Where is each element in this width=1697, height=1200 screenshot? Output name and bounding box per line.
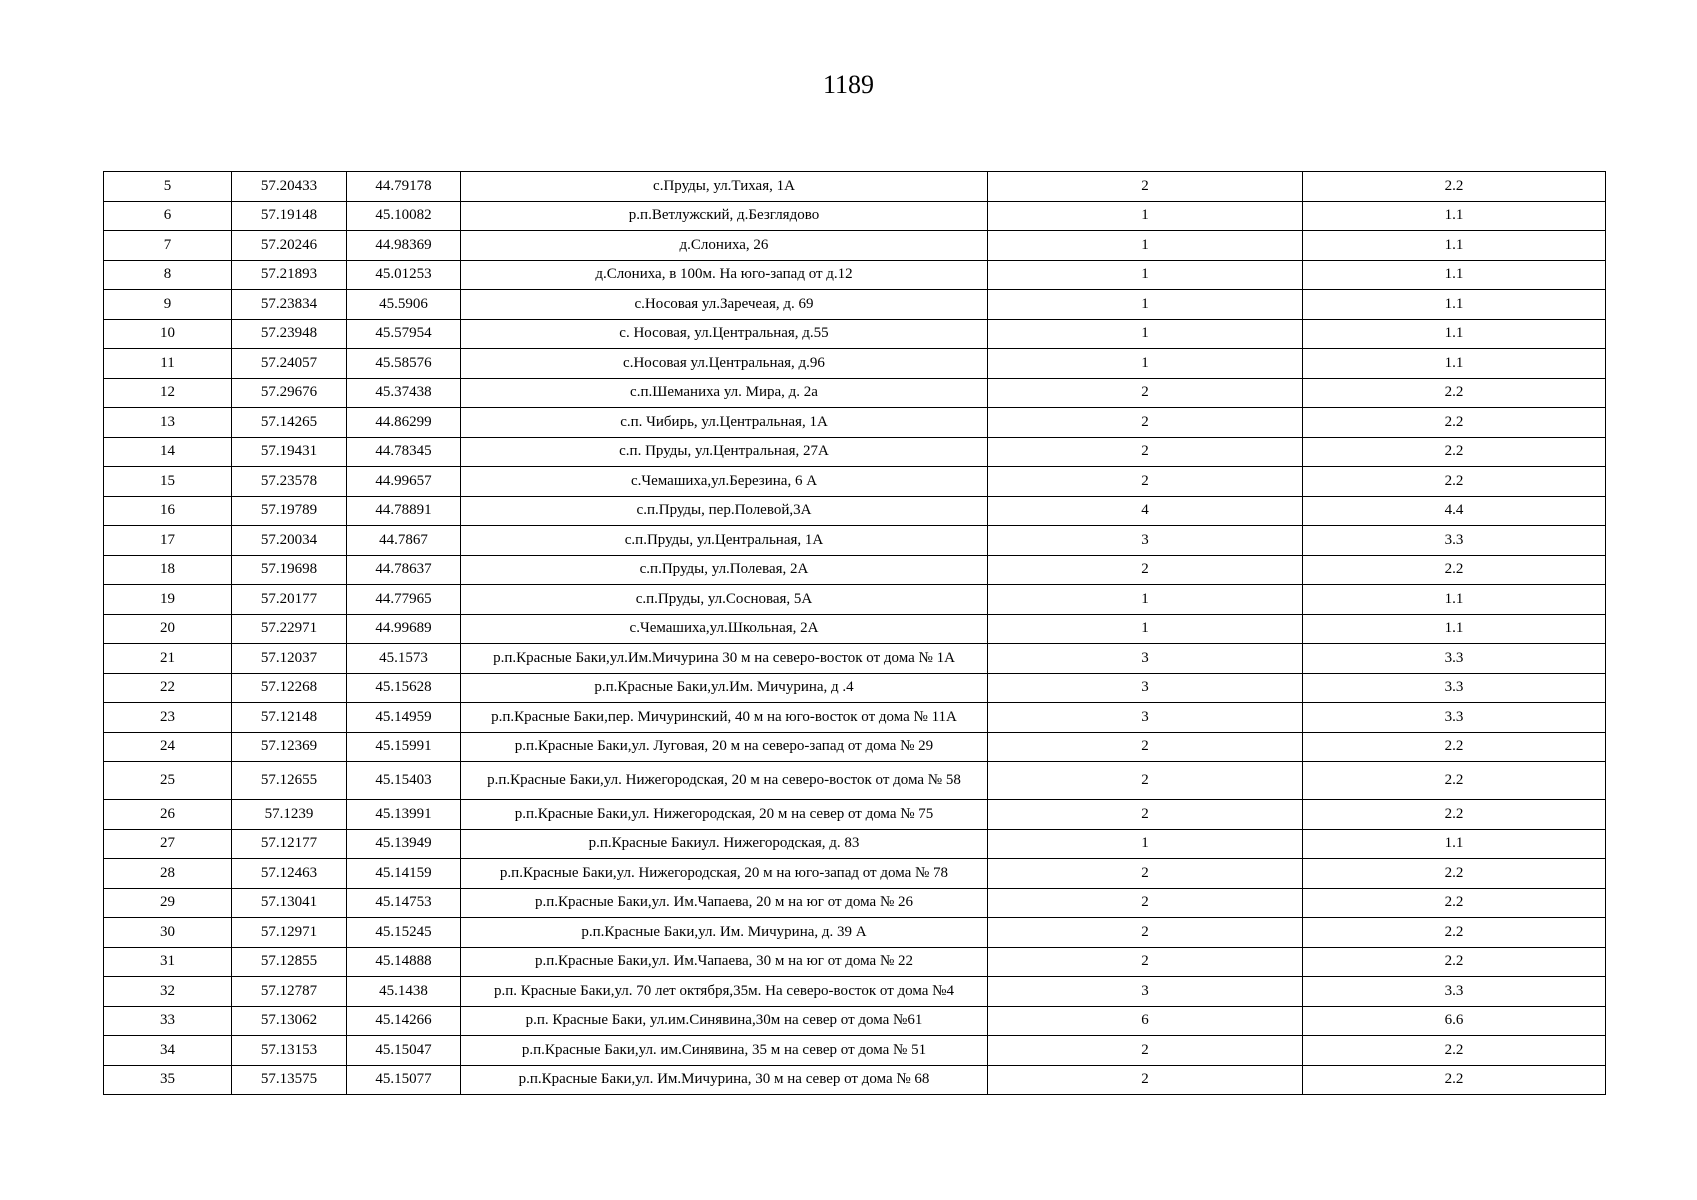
table-row bbox=[104, 762, 1606, 800]
longitude-cell: 45.14888 bbox=[347, 947, 461, 977]
latitude-cell: 57.23834 bbox=[232, 290, 347, 320]
count-cell: 3 bbox=[988, 644, 1303, 674]
longitude-cell: 45.14753 bbox=[347, 888, 461, 918]
count-cell: 2 bbox=[988, 408, 1303, 438]
latitude-cell: 57.12148 bbox=[232, 703, 347, 733]
address-cell: р.п.Красные Баки,ул. Им.Мичурина, 30 м на север от дома № 68 bbox=[461, 1065, 988, 1095]
latitude-cell: 57.20246 bbox=[232, 231, 347, 261]
volume-cell: 2.2 bbox=[1303, 732, 1606, 762]
table-row bbox=[104, 1036, 1606, 1066]
longitude-cell: 45.57954 bbox=[347, 319, 461, 349]
longitude-cell: 45.10082 bbox=[347, 201, 461, 231]
longitude-cell: 45.14959 bbox=[347, 703, 461, 733]
longitude-cell: 45.15047 bbox=[347, 1036, 461, 1066]
latitude-cell: 57.14265 bbox=[232, 408, 347, 438]
latitude-cell: 57.12655 bbox=[232, 762, 347, 800]
row-number-cell: 18 bbox=[104, 555, 232, 585]
longitude-cell: 44.99657 bbox=[347, 467, 461, 497]
table-row bbox=[104, 378, 1606, 408]
volume-cell: 1.1 bbox=[1303, 319, 1606, 349]
table-row bbox=[104, 829, 1606, 859]
latitude-cell: 57.23948 bbox=[232, 319, 347, 349]
page-number: 1189 bbox=[822, 70, 875, 99]
longitude-cell: 45.15628 bbox=[347, 673, 461, 703]
address-cell: с.Носовая ул.Заречеая, д. 69 bbox=[461, 290, 988, 320]
row-number-cell: 23 bbox=[104, 703, 232, 733]
table-row bbox=[104, 585, 1606, 615]
address-cell: с.Чемашиха,ул.Березина, 6 А bbox=[461, 467, 988, 497]
count-cell: 1 bbox=[988, 319, 1303, 349]
longitude-cell: 45.58576 bbox=[347, 349, 461, 379]
address-cell: с. Носовая, ул.Центральная, д.55 bbox=[461, 319, 988, 349]
volume-cell: 2.2 bbox=[1303, 800, 1606, 830]
volume-cell: 3.3 bbox=[1303, 673, 1606, 703]
count-cell: 4 bbox=[988, 496, 1303, 526]
count-cell: 2 bbox=[988, 555, 1303, 585]
row-number-cell: 24 bbox=[104, 732, 232, 762]
row-number-cell: 13 bbox=[104, 408, 232, 438]
volume-cell: 2.2 bbox=[1303, 918, 1606, 948]
table-row bbox=[104, 918, 1606, 948]
address-cell: д.Слониха, 26 bbox=[461, 231, 988, 261]
count-cell: 1 bbox=[988, 290, 1303, 320]
address-cell: р.п. Красные Баки,ул. 70 лет октября,35м. На северо-восток от дома №4 bbox=[461, 977, 988, 1007]
row-number-cell: 21 bbox=[104, 644, 232, 674]
table-row bbox=[104, 319, 1606, 349]
longitude-cell: 45.13949 bbox=[347, 829, 461, 859]
volume-cell: 1.1 bbox=[1303, 260, 1606, 290]
count-cell: 2 bbox=[988, 378, 1303, 408]
volume-cell: 4.4 bbox=[1303, 496, 1606, 526]
longitude-cell: 45.01253 bbox=[347, 260, 461, 290]
count-cell: 3 bbox=[988, 977, 1303, 1007]
count-cell: 2 bbox=[988, 1065, 1303, 1095]
latitude-cell: 57.22971 bbox=[232, 614, 347, 644]
address-cell: с.Чемашиха,ул.Школьная, 2А bbox=[461, 614, 988, 644]
table-row bbox=[104, 437, 1606, 467]
longitude-cell: 44.77965 bbox=[347, 585, 461, 615]
latitude-cell: 57.12268 bbox=[232, 673, 347, 703]
row-number-cell: 16 bbox=[104, 496, 232, 526]
longitude-cell: 44.78345 bbox=[347, 437, 461, 467]
volume-cell: 2.2 bbox=[1303, 859, 1606, 889]
table-row bbox=[104, 496, 1606, 526]
volume-cell: 2.2 bbox=[1303, 172, 1606, 202]
count-cell: 2 bbox=[988, 467, 1303, 497]
count-cell: 2 bbox=[988, 172, 1303, 202]
row-number-cell: 19 bbox=[104, 585, 232, 615]
table-row bbox=[104, 201, 1606, 231]
address-cell: с.п. Пруды, ул.Центральная, 27А bbox=[461, 437, 988, 467]
longitude-cell: 44.79178 bbox=[347, 172, 461, 202]
row-number-cell: 8 bbox=[104, 260, 232, 290]
address-cell: р.п. Красные Баки, ул.им.Синявина,30м на север от дома №61 bbox=[461, 1006, 988, 1036]
volume-cell: 1.1 bbox=[1303, 585, 1606, 615]
longitude-cell: 45.15991 bbox=[347, 732, 461, 762]
row-number-cell: 30 bbox=[104, 918, 232, 948]
table-row bbox=[104, 644, 1606, 674]
address-cell: р.п.Красные Баки,ул.Им. Мичурина, д .4 bbox=[461, 673, 988, 703]
address-cell: р.п.Красные Баки,ул.Им.Мичурина 30 м на северо-восток от дома № 1А bbox=[461, 644, 988, 674]
volume-cell: 2.2 bbox=[1303, 437, 1606, 467]
count-cell: 1 bbox=[988, 349, 1303, 379]
address-cell: с.п. Чибирь, ул.Центральная, 1А bbox=[461, 408, 988, 438]
row-number-cell: 32 bbox=[104, 977, 232, 1007]
volume-cell: 1.1 bbox=[1303, 201, 1606, 231]
count-cell: 2 bbox=[988, 947, 1303, 977]
longitude-cell: 44.99689 bbox=[347, 614, 461, 644]
latitude-cell: 57.12971 bbox=[232, 918, 347, 948]
address-cell: р.п.Ветлужский, д.Безглядово bbox=[461, 201, 988, 231]
volume-cell: 2.2 bbox=[1303, 1065, 1606, 1095]
latitude-cell: 57.20177 bbox=[232, 585, 347, 615]
latitude-cell: 57.13062 bbox=[232, 1006, 347, 1036]
longitude-cell: 45.15077 bbox=[347, 1065, 461, 1095]
address-cell: р.п.Красные Баки,ул. Им.Чапаева, 30 м на юг от дома № 22 bbox=[461, 947, 988, 977]
volume-cell: 2.2 bbox=[1303, 408, 1606, 438]
longitude-cell: 45.1438 bbox=[347, 977, 461, 1007]
latitude-cell: 57.12463 bbox=[232, 859, 347, 889]
row-number-cell: 11 bbox=[104, 349, 232, 379]
table-row bbox=[104, 703, 1606, 733]
row-number-cell: 27 bbox=[104, 829, 232, 859]
volume-cell: 2.2 bbox=[1303, 888, 1606, 918]
count-cell: 3 bbox=[988, 703, 1303, 733]
count-cell: 2 bbox=[988, 888, 1303, 918]
volume-cell: 1.1 bbox=[1303, 349, 1606, 379]
latitude-cell: 57.13153 bbox=[232, 1036, 347, 1066]
latitude-cell: 57.24057 bbox=[232, 349, 347, 379]
row-number-cell: 28 bbox=[104, 859, 232, 889]
row-number-cell: 31 bbox=[104, 947, 232, 977]
table-row bbox=[104, 349, 1606, 379]
latitude-cell: 57.20433 bbox=[232, 172, 347, 202]
count-cell: 2 bbox=[988, 800, 1303, 830]
longitude-cell: 45.15403 bbox=[347, 762, 461, 800]
latitude-cell: 57.29676 bbox=[232, 378, 347, 408]
address-cell: д.Слониха, в 100м. На юго-запад от д.12 bbox=[461, 260, 988, 290]
count-cell: 2 bbox=[988, 1036, 1303, 1066]
count-cell: 1 bbox=[988, 260, 1303, 290]
count-cell: 1 bbox=[988, 201, 1303, 231]
address-cell: с.п.Пруды, ул.Сосновая, 5А bbox=[461, 585, 988, 615]
longitude-cell: 44.78891 bbox=[347, 496, 461, 526]
count-cell: 2 bbox=[988, 918, 1303, 948]
row-number-cell: 12 bbox=[104, 378, 232, 408]
table-row bbox=[104, 555, 1606, 585]
address-cell: р.п.Красные Баки,ул. Нижегородская, 20 м на север от дома № 75 bbox=[461, 800, 988, 830]
volume-cell: 2.2 bbox=[1303, 1036, 1606, 1066]
latitude-cell: 57.12369 bbox=[232, 732, 347, 762]
longitude-cell: 45.1573 bbox=[347, 644, 461, 674]
longitude-cell: 44.98369 bbox=[347, 231, 461, 261]
table-row bbox=[104, 408, 1606, 438]
row-number-cell: 35 bbox=[104, 1065, 232, 1095]
table-row bbox=[104, 231, 1606, 261]
row-number-cell: 10 bbox=[104, 319, 232, 349]
row-number-cell: 22 bbox=[104, 673, 232, 703]
count-cell: 1 bbox=[988, 829, 1303, 859]
row-number-cell: 15 bbox=[104, 467, 232, 497]
longitude-cell: 45.14266 bbox=[347, 1006, 461, 1036]
row-number-cell: 7 bbox=[104, 231, 232, 261]
longitude-cell: 45.5906 bbox=[347, 290, 461, 320]
address-cell: с.Пруды, ул.Тихая, 1А bbox=[461, 172, 988, 202]
count-cell: 2 bbox=[988, 762, 1303, 800]
count-cell: 2 bbox=[988, 732, 1303, 762]
latitude-cell: 57.21893 bbox=[232, 260, 347, 290]
latitude-cell: 57.1239 bbox=[232, 800, 347, 830]
address-cell: р.п.Красные Баки,ул. Нижегородская, 20 м на юго-запад от дома № 78 bbox=[461, 859, 988, 889]
address-cell: р.п.Красные Бакиул. Нижегородская, д. 83 bbox=[461, 829, 988, 859]
address-cell: р.п.Красные Баки,ул. Нижегородская, 20 м на северо-восток от дома № 58 bbox=[461, 762, 988, 800]
address-cell: р.п.Красные Баки,ул. Им. Мичурина, д. 39 А bbox=[461, 918, 988, 948]
volume-cell: 6.6 bbox=[1303, 1006, 1606, 1036]
count-cell: 1 bbox=[988, 614, 1303, 644]
volume-cell: 3.3 bbox=[1303, 526, 1606, 556]
address-cell: с.п.Пруды, пер.Полевой,3А bbox=[461, 496, 988, 526]
row-number-cell: 9 bbox=[104, 290, 232, 320]
row-number-cell: 26 bbox=[104, 800, 232, 830]
longitude-cell: 45.37438 bbox=[347, 378, 461, 408]
latitude-cell: 57.19148 bbox=[232, 201, 347, 231]
table-row bbox=[104, 290, 1606, 320]
count-cell: 2 bbox=[988, 437, 1303, 467]
volume-cell: 1.1 bbox=[1303, 614, 1606, 644]
row-number-cell: 5 bbox=[104, 172, 232, 202]
volume-cell: 2.2 bbox=[1303, 378, 1606, 408]
table-row bbox=[104, 1006, 1606, 1036]
coordinates-table bbox=[103, 171, 1606, 1095]
row-number-cell: 14 bbox=[104, 437, 232, 467]
volume-cell: 3.3 bbox=[1303, 703, 1606, 733]
count-cell: 3 bbox=[988, 526, 1303, 556]
latitude-cell: 57.19431 bbox=[232, 437, 347, 467]
table-row bbox=[104, 614, 1606, 644]
longitude-cell: 45.13991 bbox=[347, 800, 461, 830]
table-row bbox=[104, 172, 1606, 202]
volume-cell: 2.2 bbox=[1303, 555, 1606, 585]
address-cell: р.п.Красные Баки,пер. Мичуринский, 40 м на юго-восток от дома № 11А bbox=[461, 703, 988, 733]
address-cell: с.п.Шеманиха ул. Мира, д. 2а bbox=[461, 378, 988, 408]
table-row bbox=[104, 888, 1606, 918]
table-body bbox=[104, 172, 1606, 1095]
count-cell: 6 bbox=[988, 1006, 1303, 1036]
row-number-cell: 17 bbox=[104, 526, 232, 556]
longitude-cell: 44.78637 bbox=[347, 555, 461, 585]
row-number-cell: 33 bbox=[104, 1006, 232, 1036]
latitude-cell: 57.12037 bbox=[232, 644, 347, 674]
latitude-cell: 57.23578 bbox=[232, 467, 347, 497]
longitude-cell: 44.7867 bbox=[347, 526, 461, 556]
table-row bbox=[104, 800, 1606, 830]
volume-cell: 2.2 bbox=[1303, 947, 1606, 977]
volume-cell: 1.1 bbox=[1303, 231, 1606, 261]
address-cell: с.п.Пруды, ул.Полевая, 2А bbox=[461, 555, 988, 585]
address-cell: р.п.Красные Баки,ул. им.Синявина, 35 м на север от дома № 51 bbox=[461, 1036, 988, 1066]
latitude-cell: 57.12855 bbox=[232, 947, 347, 977]
table-row bbox=[104, 859, 1606, 889]
table-row bbox=[104, 1065, 1606, 1095]
latitude-cell: 57.12177 bbox=[232, 829, 347, 859]
count-cell: 1 bbox=[988, 585, 1303, 615]
volume-cell: 1.1 bbox=[1303, 829, 1606, 859]
table-row bbox=[104, 467, 1606, 497]
longitude-cell: 45.14159 bbox=[347, 859, 461, 889]
table-row bbox=[104, 526, 1606, 556]
latitude-cell: 57.13041 bbox=[232, 888, 347, 918]
address-cell: р.п.Красные Баки,ул. Луговая, 20 м на северо-запад от дома № 29 bbox=[461, 732, 988, 762]
row-number-cell: 29 bbox=[104, 888, 232, 918]
latitude-cell: 57.19698 bbox=[232, 555, 347, 585]
table-row bbox=[104, 947, 1606, 977]
latitude-cell: 57.19789 bbox=[232, 496, 347, 526]
address-cell: с.п.Пруды, ул.Центральная, 1А bbox=[461, 526, 988, 556]
row-number-cell: 20 bbox=[104, 614, 232, 644]
longitude-cell: 44.86299 bbox=[347, 408, 461, 438]
latitude-cell: 57.12787 bbox=[232, 977, 347, 1007]
table-row bbox=[104, 673, 1606, 703]
address-cell: с.Носовая ул.Центральная, д.96 bbox=[461, 349, 988, 379]
longitude-cell: 45.15245 bbox=[347, 918, 461, 948]
table-row bbox=[104, 732, 1606, 762]
volume-cell: 3.3 bbox=[1303, 644, 1606, 674]
count-cell: 1 bbox=[988, 231, 1303, 261]
row-number-cell: 34 bbox=[104, 1036, 232, 1066]
volume-cell: 2.2 bbox=[1303, 762, 1606, 800]
address-cell: р.п.Красные Баки,ул. Им.Чапаева, 20 м на юг от дома № 26 bbox=[461, 888, 988, 918]
row-number-cell: 6 bbox=[104, 201, 232, 231]
row-number-cell: 25 bbox=[104, 762, 232, 800]
table-row bbox=[104, 260, 1606, 290]
count-cell: 2 bbox=[988, 859, 1303, 889]
latitude-cell: 57.20034 bbox=[232, 526, 347, 556]
volume-cell: 2.2 bbox=[1303, 467, 1606, 497]
table-row bbox=[104, 977, 1606, 1007]
volume-cell: 3.3 bbox=[1303, 977, 1606, 1007]
count-cell: 3 bbox=[988, 673, 1303, 703]
volume-cell: 1.1 bbox=[1303, 290, 1606, 320]
latitude-cell: 57.13575 bbox=[232, 1065, 347, 1095]
